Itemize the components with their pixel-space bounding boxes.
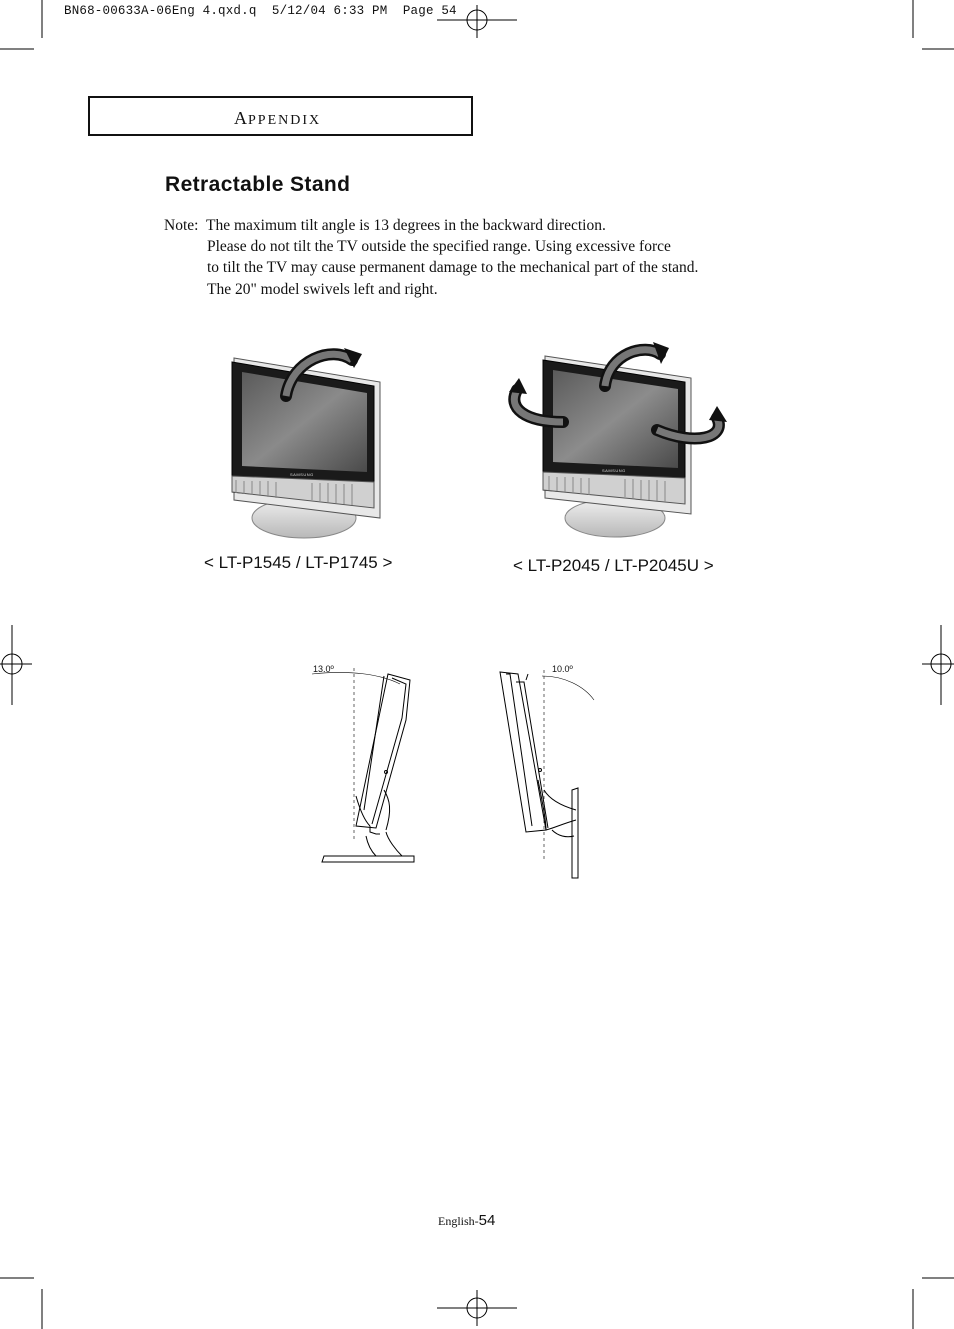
note-line-4: The 20" model swivels left and right.	[207, 281, 438, 298]
page-title: Retractable Stand	[165, 173, 351, 196]
note-line-3: to tilt the TV may cause permanent damage to the mechanical part of the stand.	[207, 259, 699, 276]
page-number: 54	[478, 1212, 496, 1229]
tv-illustration-large	[505, 338, 730, 543]
tv-illustration-small	[222, 340, 392, 545]
caption-right: < LT-P2045 / LT-P2045U >	[513, 556, 714, 575]
page-footer	[438, 1212, 495, 1229]
footer-prefix: English-	[438, 1214, 479, 1228]
caption-left: < LT-P1545 / LT-P1745 >	[204, 553, 393, 572]
section-initial: A	[234, 108, 248, 128]
brand-label-right: SAMSUNG	[602, 468, 626, 473]
note-line-1: The maximum tilt angle is 13 degrees in the backward direction.	[206, 217, 606, 234]
section-rest: PPENDIX	[248, 113, 322, 128]
tilt-angle-left: 13.0º	[313, 664, 334, 674]
section-header-box	[88, 96, 473, 136]
tilt-angle-right: 10.0º	[552, 664, 573, 674]
note-prefix: Note:	[164, 217, 199, 234]
section-label	[234, 108, 321, 129]
brand-label-left: SAMSUNG	[290, 472, 314, 477]
tilt-diagram-left	[310, 660, 425, 870]
print-slug: BN68-00633A-06Eng 4.qxd.q 5/12/04 6:33 PM Page 54	[64, 4, 457, 18]
note-line-2: Please do not tilt the TV outside the specified range. Using excessive force	[207, 238, 671, 255]
tilt-diagram-right	[492, 660, 602, 885]
